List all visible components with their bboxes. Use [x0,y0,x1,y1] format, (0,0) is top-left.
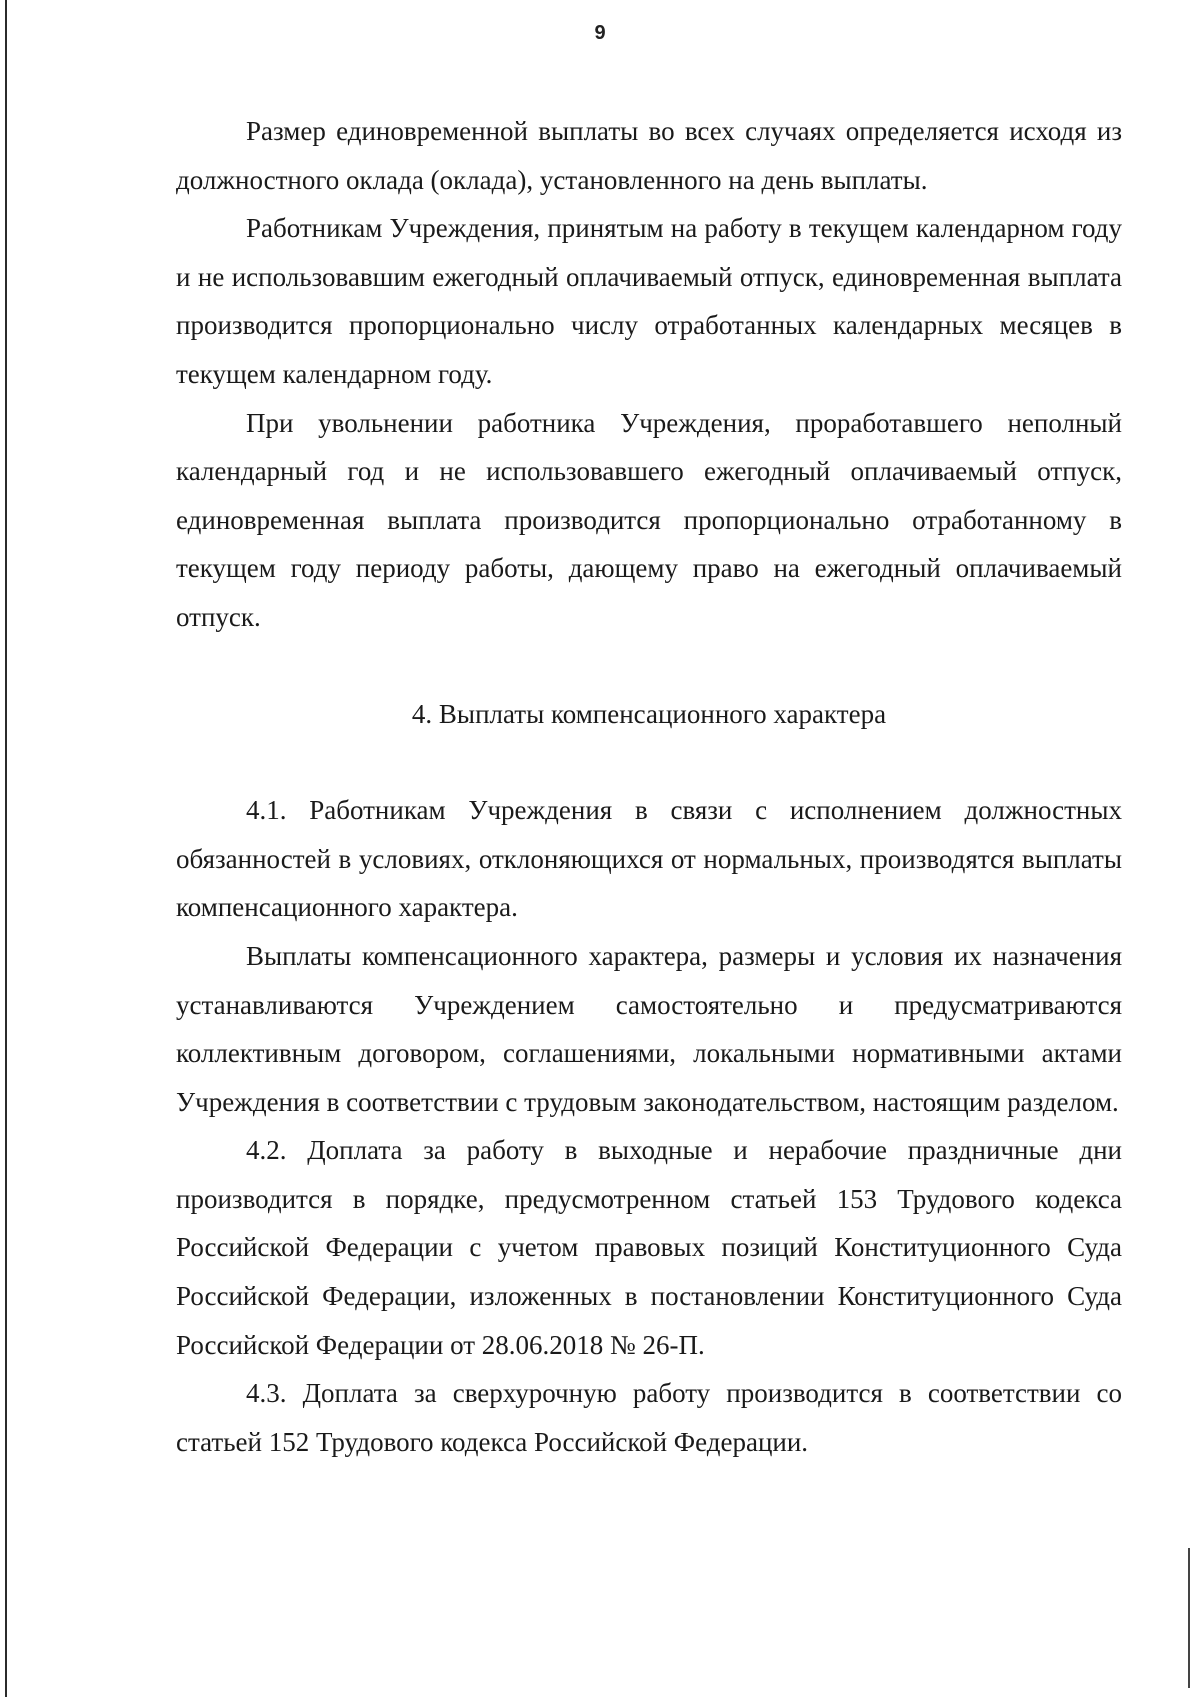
text-column [176,107,1122,1466]
paragraph-dismissal: При увольнении работника Учреждения, проработавшего неполный календарный год и не использовавшего ежегодный оплачиваемый отпуск, единовременная выплата производится пропорционально отработанному в текущем году периоду работы, дающему право на ежегодный оплачиваемый отпуск. [176,407,1122,632]
spacer [176,738,1122,786]
paragraph-compensation-conditions: Выплаты компенсационного характера, размеры и условия их назначения устанавливаются Учреждением самостоятельно и предусматриваются коллективным договором, соглашениями, локальными нормативными актами Учреждения в соответствии с трудовым законодательством, настоящим разделом. [176,940,1122,1117]
page-number: 9 [594,22,606,44]
scan-edge-left [5,0,7,1697]
paragraph-4-1: 4.1. Работникам Учреждения в связи с исполнением должностных обязанностей в условиях, отклоняющихся от нормальных, производятся выплаты компенсационного характера. [176,795,1122,923]
scan-edge-right [1188,1548,1190,1688]
paragraph-new-employees: Работникам Учреждения, принятым на работу в текущем календарном году и не использовавшим ежегодный оплачиваемый отпуск, единовременная выплата производится пропорционально числу отработанных календарных месяцев в текущем календарном году. [176,213,1122,389]
paragraph-4-3: 4.3. Доплата за сверхурочную работу производится в соответствии со статьей 152 Трудового кодекса Российской Федерации. [176,1378,1122,1457]
paragraph-payment-size: Размер единовременной выплаты во всех случаях определяется исходя из должностного оклада (оклада), установленного на день выплаты. [176,116,1122,195]
paragraph-4-2: 4.2. Доплата за работу в выходные и нерабочие праздничные дни производится в порядке, предусмотренном статьей 153 Трудового кодекса Российской Федерации с учетом правовых позиций Конституционного Суда Российской Федерации, изложенных в постановлении Конституционного Суда Российской Федерации от 28.06.2018 № 26-П. [176,1135,1122,1360]
spacer [176,642,1122,690]
section-title: 4. Выплаты компенсационного характера [411,698,887,729]
